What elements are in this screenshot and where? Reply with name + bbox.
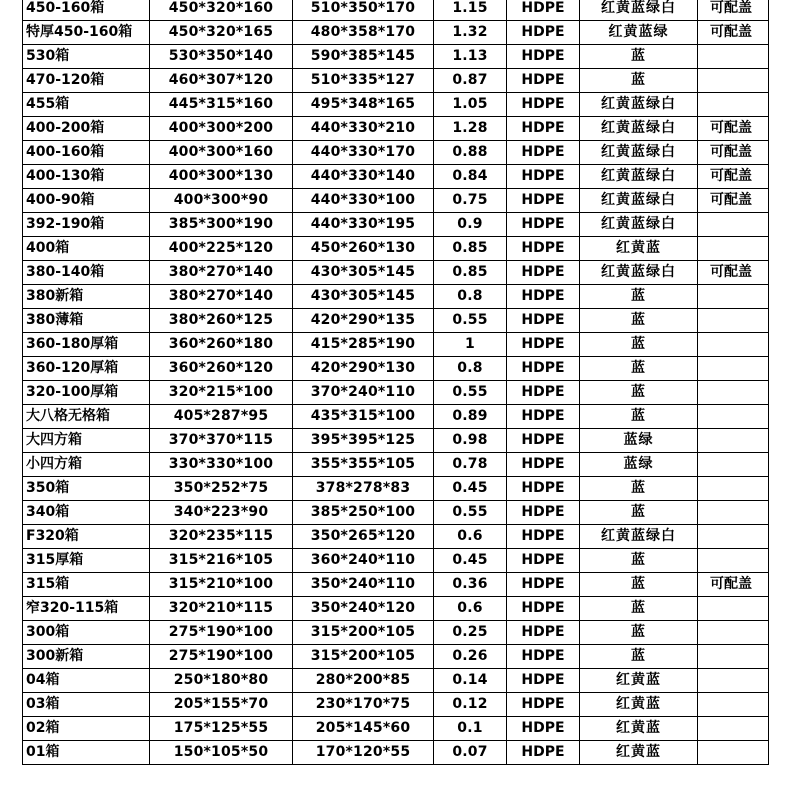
colors-cell: 蓝: [580, 549, 698, 573]
colors-cell: 红黄蓝绿白: [580, 117, 698, 141]
table-row: [23, 597, 769, 621]
product-name-cell: 01箱: [23, 741, 150, 765]
outer-size-cell: 430*305*145: [293, 285, 434, 309]
colors-cell: 红黄蓝绿白: [580, 141, 698, 165]
weight-cell: 0.8: [434, 285, 507, 309]
outer-size-cell: 370*240*110: [293, 381, 434, 405]
product-name-cell: 470-120箱: [23, 69, 150, 93]
product-spec-table: [22, 0, 769, 765]
product-name-cell: 392-190箱: [23, 213, 150, 237]
product-name-cell: 300新箱: [23, 645, 150, 669]
weight-cell: 0.75: [434, 189, 507, 213]
inner-size-cell: 360*260*180: [150, 333, 293, 357]
product-name-cell: 窄320-115箱: [23, 597, 150, 621]
inner-size-cell: 360*260*120: [150, 357, 293, 381]
product-name-cell: 特厚450-160箱: [23, 21, 150, 45]
table-row: [23, 429, 769, 453]
weight-cell: 0.8: [434, 357, 507, 381]
outer-size-cell: 205*145*60: [293, 717, 434, 741]
weight-cell: 0.87: [434, 69, 507, 93]
weight-cell: 0.9: [434, 213, 507, 237]
inner-size-cell: 380*270*140: [150, 285, 293, 309]
inner-size-cell: 275*190*100: [150, 621, 293, 645]
table-row: [23, 357, 769, 381]
lid-cell: [698, 669, 769, 693]
table-body: [23, 0, 769, 765]
table-row: [23, 237, 769, 261]
material-cell: HDPE: [507, 645, 580, 669]
outer-size-cell: 435*315*100: [293, 405, 434, 429]
table-row: [23, 381, 769, 405]
colors-cell: 红黄蓝绿白: [580, 213, 698, 237]
lid-cell: [698, 285, 769, 309]
colors-cell: 蓝: [580, 645, 698, 669]
colors-cell: 蓝: [580, 501, 698, 525]
lid-cell: 可配盖: [698, 0, 769, 21]
table-row: [23, 501, 769, 525]
inner-size-cell: 400*300*90: [150, 189, 293, 213]
weight-cell: 0.1: [434, 717, 507, 741]
material-cell: HDPE: [507, 405, 580, 429]
outer-size-cell: 395*395*125: [293, 429, 434, 453]
product-name-cell: 400-90箱: [23, 189, 150, 213]
table-row: [23, 213, 769, 237]
material-cell: HDPE: [507, 597, 580, 621]
colors-cell: 蓝: [580, 69, 698, 93]
material-cell: HDPE: [507, 573, 580, 597]
inner-size-cell: 320*210*115: [150, 597, 293, 621]
product-name-cell: 03箱: [23, 693, 150, 717]
product-name-cell: 450-160箱: [23, 0, 150, 21]
weight-cell: 0.55: [434, 501, 507, 525]
table-row: [23, 21, 769, 45]
lid-cell: 可配盖: [698, 573, 769, 597]
weight-cell: 0.45: [434, 549, 507, 573]
colors-cell: 蓝绿: [580, 453, 698, 477]
lid-cell: 可配盖: [698, 117, 769, 141]
product-name-cell: 360-180厚箱: [23, 333, 150, 357]
table-row: [23, 285, 769, 309]
lid-cell: [698, 237, 769, 261]
inner-size-cell: 250*180*80: [150, 669, 293, 693]
inner-size-cell: 320*235*115: [150, 525, 293, 549]
colors-cell: 蓝: [580, 405, 698, 429]
inner-size-cell: 340*223*90: [150, 501, 293, 525]
product-name-cell: 400-200箱: [23, 117, 150, 141]
weight-cell: 1: [434, 333, 507, 357]
outer-size-cell: 385*250*100: [293, 501, 434, 525]
outer-size-cell: 280*200*85: [293, 669, 434, 693]
table-row: [23, 549, 769, 573]
product-name-cell: 350箱: [23, 477, 150, 501]
table-row: [23, 525, 769, 549]
inner-size-cell: 320*215*100: [150, 381, 293, 405]
lid-cell: [698, 69, 769, 93]
outer-size-cell: 590*385*145: [293, 45, 434, 69]
table-row: [23, 645, 769, 669]
lid-cell: [698, 693, 769, 717]
outer-size-cell: 315*200*105: [293, 621, 434, 645]
inner-size-cell: 445*315*160: [150, 93, 293, 117]
lid-cell: [698, 621, 769, 645]
outer-size-cell: 170*120*55: [293, 741, 434, 765]
weight-cell: 0.55: [434, 309, 507, 333]
material-cell: HDPE: [507, 741, 580, 765]
outer-size-cell: 440*330*170: [293, 141, 434, 165]
outer-size-cell: 360*240*110: [293, 549, 434, 573]
table-row: [23, 669, 769, 693]
outer-size-cell: 450*260*130: [293, 237, 434, 261]
lid-cell: [698, 381, 769, 405]
table-row: [23, 0, 769, 21]
colors-cell: 蓝: [580, 477, 698, 501]
weight-cell: 0.85: [434, 261, 507, 285]
lid-cell: 可配盖: [698, 261, 769, 285]
material-cell: HDPE: [507, 285, 580, 309]
material-cell: HDPE: [507, 141, 580, 165]
outer-size-cell: 495*348*165: [293, 93, 434, 117]
outer-size-cell: 415*285*190: [293, 333, 434, 357]
colors-cell: 红黄蓝绿白: [580, 0, 698, 21]
product-name-cell: 380-140箱: [23, 261, 150, 285]
weight-cell: 0.85: [434, 237, 507, 261]
lid-cell: [698, 93, 769, 117]
inner-size-cell: 460*307*120: [150, 69, 293, 93]
material-cell: HDPE: [507, 381, 580, 405]
weight-cell: 1.28: [434, 117, 507, 141]
colors-cell: 红黄蓝绿白: [580, 189, 698, 213]
colors-cell: 蓝: [580, 357, 698, 381]
lid-cell: [698, 309, 769, 333]
colors-cell: 红黄蓝绿白: [580, 93, 698, 117]
weight-cell: 0.14: [434, 669, 507, 693]
lid-cell: [698, 597, 769, 621]
outer-size-cell: 350*265*120: [293, 525, 434, 549]
outer-size-cell: 510*350*170: [293, 0, 434, 21]
weight-cell: 1.13: [434, 45, 507, 69]
weight-cell: 0.36: [434, 573, 507, 597]
inner-size-cell: 450*320*160: [150, 0, 293, 21]
inner-size-cell: 400*225*120: [150, 237, 293, 261]
table-row: [23, 69, 769, 93]
outer-size-cell: 440*330*210: [293, 117, 434, 141]
lid-cell: [698, 405, 769, 429]
material-cell: HDPE: [507, 189, 580, 213]
inner-size-cell: 330*330*100: [150, 453, 293, 477]
lid-cell: [698, 477, 769, 501]
colors-cell: 红黄蓝绿: [580, 21, 698, 45]
product-name-cell: 380薄箱: [23, 309, 150, 333]
material-cell: HDPE: [507, 477, 580, 501]
inner-size-cell: 400*300*200: [150, 117, 293, 141]
material-cell: HDPE: [507, 45, 580, 69]
inner-size-cell: 385*300*190: [150, 213, 293, 237]
weight-cell: 0.26: [434, 645, 507, 669]
material-cell: HDPE: [507, 429, 580, 453]
material-cell: HDPE: [507, 165, 580, 189]
inner-size-cell: 400*300*160: [150, 141, 293, 165]
lid-cell: [698, 549, 769, 573]
inner-size-cell: 315*216*105: [150, 549, 293, 573]
product-name-cell: 340箱: [23, 501, 150, 525]
weight-cell: 0.07: [434, 741, 507, 765]
product-name-cell: 315箱: [23, 573, 150, 597]
table-row: [23, 261, 769, 285]
colors-cell: 蓝: [580, 285, 698, 309]
colors-cell: 红黄蓝: [580, 693, 698, 717]
material-cell: HDPE: [507, 0, 580, 21]
colors-cell: 蓝: [580, 597, 698, 621]
colors-cell: 红黄蓝: [580, 237, 698, 261]
colors-cell: 蓝: [580, 621, 698, 645]
inner-size-cell: 405*287*95: [150, 405, 293, 429]
product-name-cell: 455箱: [23, 93, 150, 117]
table-row: [23, 309, 769, 333]
table-row: [23, 117, 769, 141]
lid-cell: [698, 333, 769, 357]
inner-size-cell: 205*155*70: [150, 693, 293, 717]
colors-cell: 蓝: [580, 45, 698, 69]
colors-cell: 蓝: [580, 573, 698, 597]
product-name-cell: 400-130箱: [23, 165, 150, 189]
outer-size-cell: 378*278*83: [293, 477, 434, 501]
table-row: [23, 93, 769, 117]
lid-cell: [698, 717, 769, 741]
table-row: [23, 453, 769, 477]
table-row: [23, 405, 769, 429]
weight-cell: 0.12: [434, 693, 507, 717]
inner-size-cell: 370*370*115: [150, 429, 293, 453]
lid-cell: [698, 741, 769, 765]
material-cell: HDPE: [507, 93, 580, 117]
table-row: [23, 45, 769, 69]
material-cell: HDPE: [507, 669, 580, 693]
inner-size-cell: 350*252*75: [150, 477, 293, 501]
material-cell: HDPE: [507, 333, 580, 357]
table-row: [23, 141, 769, 165]
outer-size-cell: 420*290*135: [293, 309, 434, 333]
weight-cell: 0.6: [434, 597, 507, 621]
lid-cell: [698, 45, 769, 69]
material-cell: HDPE: [507, 309, 580, 333]
lid-cell: 可配盖: [698, 165, 769, 189]
product-name-cell: 大八格无格箱: [23, 405, 150, 429]
table-row: [23, 333, 769, 357]
outer-size-cell: 350*240*110: [293, 573, 434, 597]
inner-size-cell: 530*350*140: [150, 45, 293, 69]
table-row: [23, 189, 769, 213]
product-name-cell: 320-100厚箱: [23, 381, 150, 405]
outer-size-cell: 420*290*130: [293, 357, 434, 381]
weight-cell: 0.55: [434, 381, 507, 405]
material-cell: HDPE: [507, 501, 580, 525]
colors-cell: 蓝绿: [580, 429, 698, 453]
material-cell: HDPE: [507, 69, 580, 93]
material-cell: HDPE: [507, 549, 580, 573]
colors-cell: 红黄蓝绿白: [580, 261, 698, 285]
weight-cell: 0.78: [434, 453, 507, 477]
colors-cell: 红黄蓝: [580, 741, 698, 765]
table-row: [23, 693, 769, 717]
outer-size-cell: 480*358*170: [293, 21, 434, 45]
lid-cell: [698, 501, 769, 525]
colors-cell: 红黄蓝: [580, 669, 698, 693]
outer-size-cell: 230*170*75: [293, 693, 434, 717]
inner-size-cell: 380*260*125: [150, 309, 293, 333]
colors-cell: 蓝: [580, 333, 698, 357]
inner-size-cell: 450*320*165: [150, 21, 293, 45]
inner-size-cell: 400*300*130: [150, 165, 293, 189]
inner-size-cell: 175*125*55: [150, 717, 293, 741]
weight-cell: 0.25: [434, 621, 507, 645]
product-name-cell: 小四方箱: [23, 453, 150, 477]
inner-size-cell: 275*190*100: [150, 645, 293, 669]
weight-cell: 0.89: [434, 405, 507, 429]
lid-cell: 可配盖: [698, 189, 769, 213]
material-cell: HDPE: [507, 525, 580, 549]
lid-cell: [698, 429, 769, 453]
weight-cell: 0.45: [434, 477, 507, 501]
table-row: [23, 477, 769, 501]
weight-cell: 1.15: [434, 0, 507, 21]
product-name-cell: 400-160箱: [23, 141, 150, 165]
inner-size-cell: 380*270*140: [150, 261, 293, 285]
colors-cell: 红黄蓝绿白: [580, 165, 698, 189]
weight-cell: 1.32: [434, 21, 507, 45]
weight-cell: 0.84: [434, 165, 507, 189]
lid-cell: [698, 525, 769, 549]
table-row: [23, 573, 769, 597]
inner-size-cell: 150*105*50: [150, 741, 293, 765]
lid-cell: [698, 645, 769, 669]
material-cell: HDPE: [507, 357, 580, 381]
colors-cell: 红黄蓝: [580, 717, 698, 741]
lid-cell: [698, 357, 769, 381]
product-spec-table-wrapper: [22, 0, 768, 765]
table-row: [23, 717, 769, 741]
product-name-cell: 大四方箱: [23, 429, 150, 453]
product-name-cell: 315厚箱: [23, 549, 150, 573]
weight-cell: 0.6: [434, 525, 507, 549]
table-row: [23, 621, 769, 645]
lid-cell: [698, 453, 769, 477]
weight-cell: 0.88: [434, 141, 507, 165]
product-name-cell: 02箱: [23, 717, 150, 741]
material-cell: HDPE: [507, 621, 580, 645]
material-cell: HDPE: [507, 453, 580, 477]
colors-cell: 红黄蓝绿白: [580, 525, 698, 549]
lid-cell: 可配盖: [698, 141, 769, 165]
weight-cell: 0.98: [434, 429, 507, 453]
product-name-cell: 400箱: [23, 237, 150, 261]
outer-size-cell: 315*200*105: [293, 645, 434, 669]
weight-cell: 1.05: [434, 93, 507, 117]
lid-cell: 可配盖: [698, 21, 769, 45]
product-name-cell: 530箱: [23, 45, 150, 69]
material-cell: HDPE: [507, 213, 580, 237]
colors-cell: 蓝: [580, 381, 698, 405]
product-name-cell: F320箱: [23, 525, 150, 549]
outer-size-cell: 355*355*105: [293, 453, 434, 477]
material-cell: HDPE: [507, 237, 580, 261]
product-name-cell: 380新箱: [23, 285, 150, 309]
material-cell: HDPE: [507, 693, 580, 717]
material-cell: HDPE: [507, 717, 580, 741]
material-cell: HDPE: [507, 117, 580, 141]
material-cell: HDPE: [507, 261, 580, 285]
outer-size-cell: 430*305*145: [293, 261, 434, 285]
outer-size-cell: 440*330*100: [293, 189, 434, 213]
outer-size-cell: 440*330*140: [293, 165, 434, 189]
material-cell: HDPE: [507, 21, 580, 45]
outer-size-cell: 510*335*127: [293, 69, 434, 93]
outer-size-cell: 350*240*120: [293, 597, 434, 621]
table-row: [23, 741, 769, 765]
lid-cell: [698, 213, 769, 237]
table-row: [23, 165, 769, 189]
product-name-cell: 04箱: [23, 669, 150, 693]
colors-cell: 蓝: [580, 309, 698, 333]
inner-size-cell: 315*210*100: [150, 573, 293, 597]
product-name-cell: 300箱: [23, 621, 150, 645]
outer-size-cell: 440*330*195: [293, 213, 434, 237]
product-name-cell: 360-120厚箱: [23, 357, 150, 381]
